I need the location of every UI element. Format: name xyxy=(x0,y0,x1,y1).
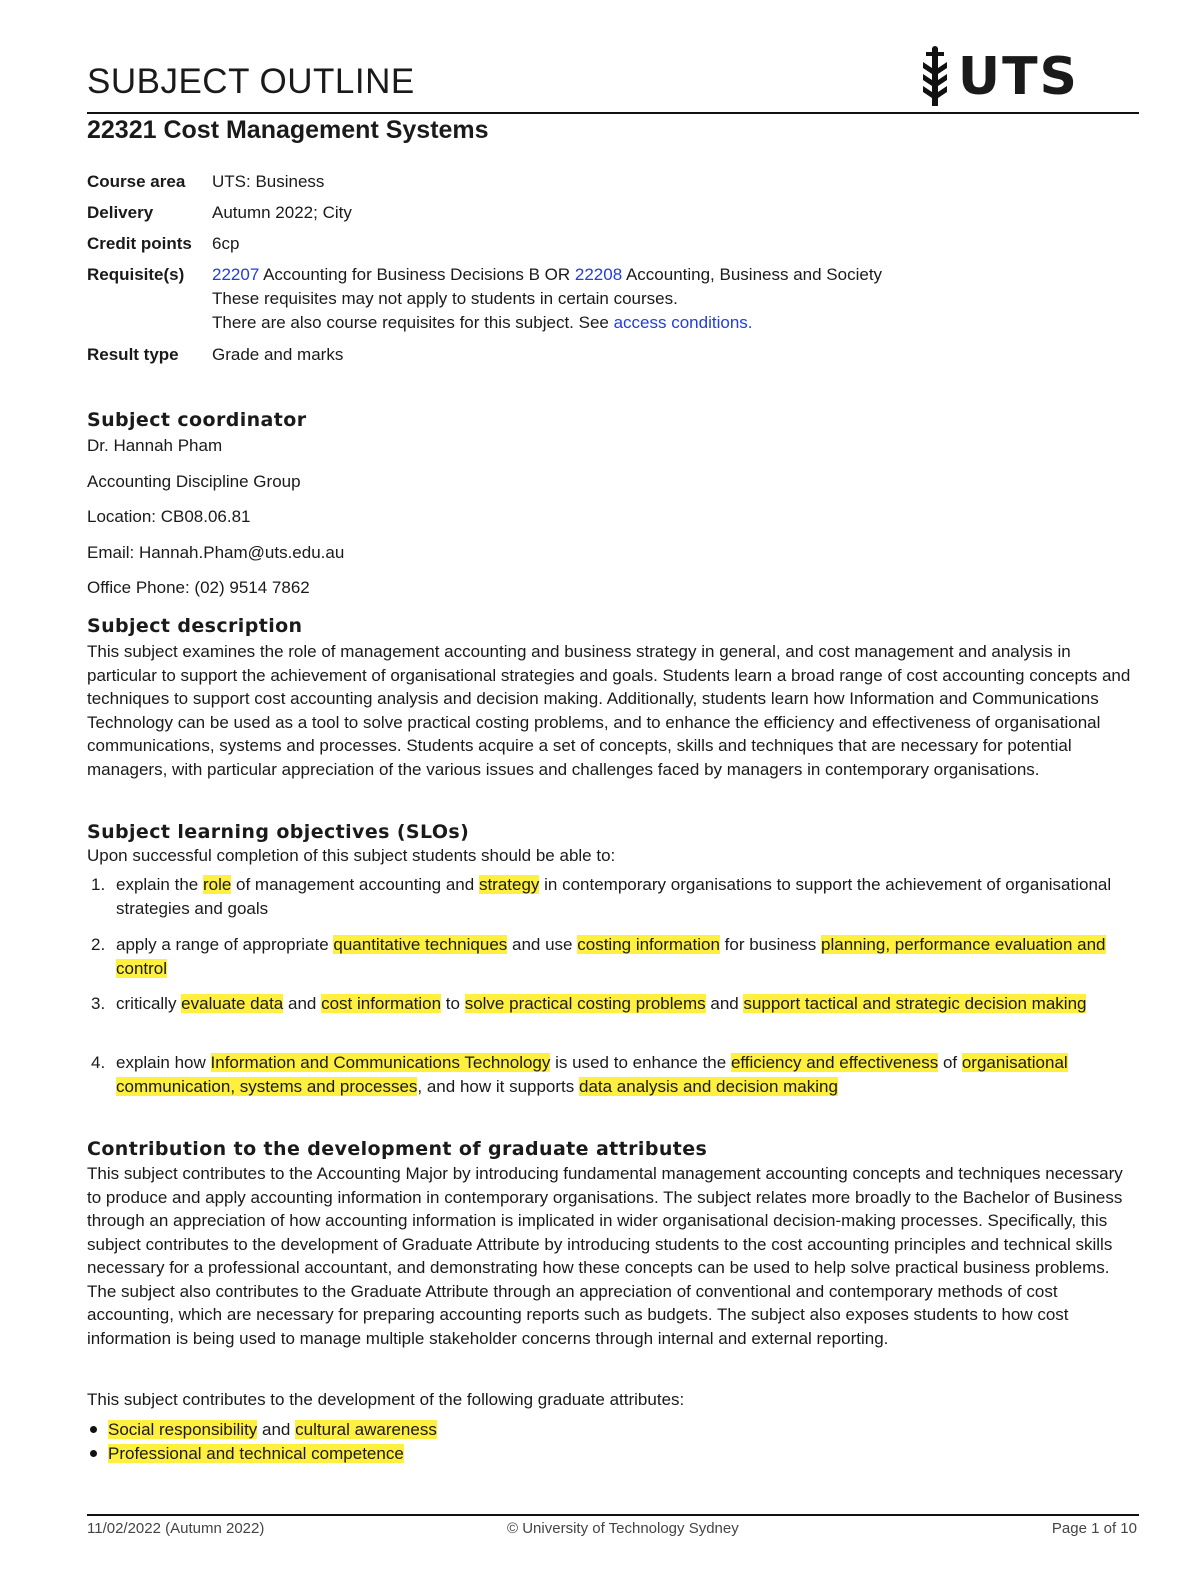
requisite-name: Accounting for Business Decisions B OR xyxy=(259,265,575,284)
attribute-text: and xyxy=(257,1420,296,1439)
coordinator-phone: Office Phone: (02) 9514 7862 xyxy=(87,578,310,597)
slo-highlight: efficiency and effectiveness xyxy=(730,1053,939,1072)
slo-highlight: evaluate data xyxy=(181,994,284,1013)
slo-text-part: apply a range of appropriate xyxy=(116,935,334,954)
subject-meta xyxy=(87,170,1139,367)
footer-date: 11/02/2022 (Autumn 2022) xyxy=(87,1520,265,1537)
attribute-highlight: Social responsibility xyxy=(108,1420,258,1439)
slo-item xyxy=(87,873,1127,921)
slo-highlight: role xyxy=(202,875,232,894)
slo-text-part: is used to enhance the xyxy=(550,1053,731,1072)
coordinator-name: Dr. Hannah Pham xyxy=(87,436,223,455)
document-page xyxy=(87,0,1139,1590)
slo-text xyxy=(116,933,1127,981)
slo-text-part: of xyxy=(938,1053,962,1072)
coordinator-email: Email: Hannah.Pham@uts.edu.au xyxy=(87,543,345,562)
attribute-highlight: Professional and technical competence xyxy=(108,1444,404,1463)
requisite-name: Accounting, Business and Society xyxy=(622,265,883,284)
coordinator-group: Accounting Discipline Group xyxy=(87,472,301,491)
meta-row-requisites xyxy=(87,263,1139,343)
meta-label: Course area xyxy=(87,172,186,191)
slo-highlight: organisational communication, systems and processes xyxy=(116,1053,1068,1096)
slo-text-part: critically xyxy=(116,994,182,1013)
meta-value: UTS: Business xyxy=(212,172,325,191)
slo-number: 4. xyxy=(91,1053,106,1072)
slo-highlight: costing information xyxy=(577,935,720,954)
uts-crest-icon xyxy=(920,46,950,108)
meta-value: Autumn 2022; City xyxy=(212,203,352,222)
slo-highlight: cost information xyxy=(321,994,442,1013)
period: . xyxy=(747,313,753,332)
subject-heading: 22321 Cost Management Systems xyxy=(87,116,489,144)
coordinator-heading: Subject coordinator xyxy=(87,409,307,431)
slo-text xyxy=(116,873,1127,921)
slo-number: 3. xyxy=(91,994,106,1013)
slo-highlight: support tactical and strategic decision making xyxy=(743,994,1087,1013)
slo-text xyxy=(116,1051,1127,1099)
meta-label: Credit points xyxy=(87,234,192,253)
bullet-icon xyxy=(90,1426,97,1433)
description-text: This subject examines the role of management accounting and business strategy in general, and cost management and analysis in particular to support the achievement of organisational strategies and goals. Students learn a broad range of cost accounting concepts and techniques to support cost accounting analysis and decision making. Additionally, students learn how Information and Communications Technology can be used as a tool to solve practical costing problems, and to enhance the efficiency and effectiveness of organisational communications, systems and processes. Students acquire a set of concepts, skills and techniques that are necessary for potential managers, with particular appreciation of the various issues and challenges faced by managers in contemporary organisations. xyxy=(87,642,1131,779)
slo-text-part: explain the xyxy=(116,875,203,894)
graduate-attributes-heading: Contribution to the development of graduate attributes xyxy=(87,1138,708,1160)
slo-highlight: strategy xyxy=(478,875,540,894)
attribute-highlight: cultural awareness xyxy=(295,1420,437,1439)
slo-text-part: , and how it supports xyxy=(417,1077,579,1096)
slo-number: 2. xyxy=(91,935,106,954)
graduate-attribute-item xyxy=(87,1442,404,1466)
slo-text-part: for business xyxy=(719,935,822,954)
description-heading: Subject description xyxy=(87,615,303,637)
footer-copyright: © University of Technology Sydney xyxy=(507,1520,739,1537)
slo-text-part: of management accounting and xyxy=(231,875,479,894)
graduate-attribute-item xyxy=(87,1418,437,1442)
graduate-attributes-intro: This subject contributes to the development of the following graduate attributes: xyxy=(87,1390,685,1409)
uts-logo xyxy=(920,46,1079,108)
slo-text-part: explain how xyxy=(116,1053,211,1072)
requisite-link-22207[interactable]: 22207 xyxy=(212,265,260,284)
slo-item xyxy=(87,933,1127,981)
slo-highlight: quantitative techniques xyxy=(333,935,508,954)
meta-value xyxy=(212,263,1139,343)
bullet-icon xyxy=(90,1450,97,1457)
slo-highlight: planning, performance evaluation and control xyxy=(116,935,1106,978)
slo-intro: Upon successful completion of this subject students should be able to: xyxy=(87,846,616,865)
slo-highlight: Information and Communications Technology xyxy=(210,1053,551,1072)
meta-label: Delivery xyxy=(87,203,154,222)
slo-heading: Subject learning objectives (SLOs) xyxy=(87,821,470,843)
coordinator-location: Location: CB08.06.81 xyxy=(87,507,251,526)
graduate-attributes-text: This subject contributes to the Accounting Major by introducing fundamental management accounting concepts and techniques necessary to produce and apply accounting information in contemporary organisations. The subject relates more broadly to the Bachelor of Business through an appreciation of how accounting information is implicated in wider organisational decision-making processes. Specifically, this subject contributes to the development of Graduate Attribute by introducing students to the cost accounting principles and technical skills necessary for a professional accountant, and demonstrating how these concepts can be used to help solve practical business problems. The subject also contributes to the Graduate Attribute through an appreciation of conventional and contemporary methods of cost accounting, which are necessary for preparing accounting reports such as budgets. The subject also exposes students to how cost information is being used to manage multiple stakeholder concerns through internal and external reporting. xyxy=(87,1164,1123,1348)
slo-item xyxy=(87,1051,1127,1099)
slo-text-part: and xyxy=(283,994,322,1013)
footer-divider xyxy=(87,1514,1139,1516)
slo-text-part: and xyxy=(705,994,744,1013)
slo-text-part: in contemporary organisations to support the achievement of organisational strategies and goals xyxy=(116,875,1112,918)
slo-text-part: to xyxy=(441,994,465,1013)
meta-row-result-type xyxy=(87,343,1139,367)
access-conditions-link[interactable]: access conditions xyxy=(613,313,748,332)
slo-text-part: and use xyxy=(507,935,578,954)
meta-row-course-area xyxy=(87,170,1139,201)
slo-text xyxy=(116,992,1127,1016)
meta-label: Requisite(s) xyxy=(87,265,185,284)
footer-page-number: Page 1 of 10 xyxy=(1051,1520,1137,1537)
logo-wordmark: UTS xyxy=(957,47,1079,107)
slo-number: 1. xyxy=(91,875,106,894)
slo-item xyxy=(87,992,1127,1016)
meta-row-credit-points xyxy=(87,232,1139,263)
requisite-note: These requisites may not apply to students in certain courses. xyxy=(212,289,678,308)
meta-label: Result type xyxy=(87,345,179,364)
requisite-note: There are also course requisites for this subject. See xyxy=(212,313,614,332)
meta-value: 6cp xyxy=(212,234,240,253)
requisite-link-22208[interactable]: 22208 xyxy=(574,265,623,284)
slo-highlight: solve practical costing problems xyxy=(464,994,706,1013)
meta-value: Grade and marks xyxy=(212,345,344,364)
meta-row-delivery xyxy=(87,201,1139,232)
document-title: SUBJECT OUTLINE xyxy=(87,62,415,101)
slo-highlight: data analysis and decision making xyxy=(579,1077,838,1096)
